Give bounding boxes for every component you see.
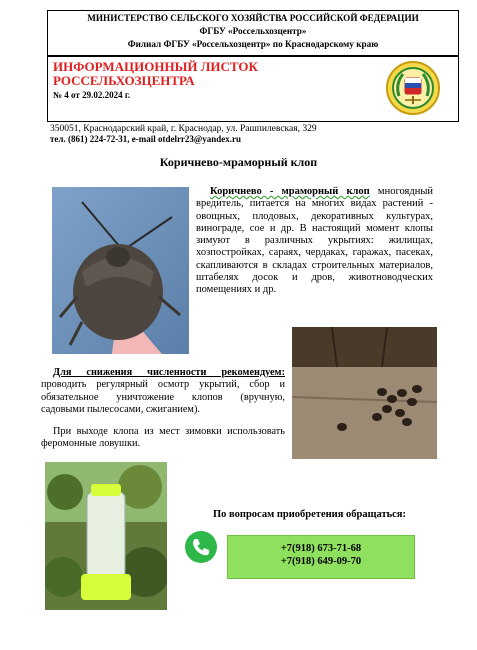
stink-bug-photo (52, 187, 189, 354)
recommendation-paragraph (41, 367, 285, 417)
bug-cluster-photo (292, 327, 437, 459)
ministry-line: МИНИСТЕРСТВО СЕЛЬСКОГО ХОЗЯЙСТВА РОССИЙСКОЙ ФЕДЕРАЦИИ (87, 13, 419, 23)
branch-line: Филиал ФГБУ «Россельхозцентр» по Краснодарскому краю (127, 39, 379, 49)
org-line: ФГБУ «Россельхозцентр» (199, 26, 307, 36)
header-box (47, 10, 459, 56)
bug-name: Коричнево - мраморный клоп (210, 186, 370, 197)
description-text: многоядный вредитель, питается на многих видах растений - овощных, плодовых, декоративных культурах, винограде, сое и др. В настоящий момент клопы зимуют в различных укрытиях: жилищах, хозпостройках, сараях, чердаках, гаражах, пасеках, скапливаются в складах строительных материалов, штабелях досок и дров, животноводческих помещениях и др. (196, 186, 433, 296)
address: 350051, Краснодарский край, г. Краснодар, ул. Рашпилевская, 329 (50, 124, 317, 134)
phone-box (227, 535, 415, 579)
trap-paragraph: При выходе клопа из мест зимовки использовать феромонные ловушки. (41, 426, 285, 450)
description-paragraph (196, 186, 433, 297)
recommendation-text: проводить регулярный осмотр укрытий, сбор и обязательное уничтожение клопов (вручную, садовыми пылесосами, сжиганием). (41, 379, 285, 416)
contact-heading: По вопросам приобретения обращаться: (213, 509, 406, 520)
phone-number-1[interactable]: +7(918) 673-71-68 (280, 543, 362, 554)
recommendation-heading: Для снижения численности рекомендуем: (53, 367, 285, 378)
pheromone-trap-photo (45, 462, 167, 610)
title-line-2: РОССЕЛЬХОЗЦЕНТРА (53, 73, 195, 88)
title-line-1: ИНФОРМАЦИОННЫЙ ЛИСТОК (53, 59, 258, 74)
title-box (47, 56, 459, 122)
phone-icon (184, 530, 218, 564)
issue-number: № 4 от 29.02.2024 г. (53, 90, 131, 100)
phone-number-2[interactable]: +7(918) 649-09-70 (280, 556, 362, 567)
emblem-icon (385, 60, 441, 116)
contact-line: тел. (861) 224-72-31, e-mail otdelrr23@yandex.ru (50, 134, 242, 144)
article-title: Коричнево-мраморный клоп (159, 155, 318, 169)
